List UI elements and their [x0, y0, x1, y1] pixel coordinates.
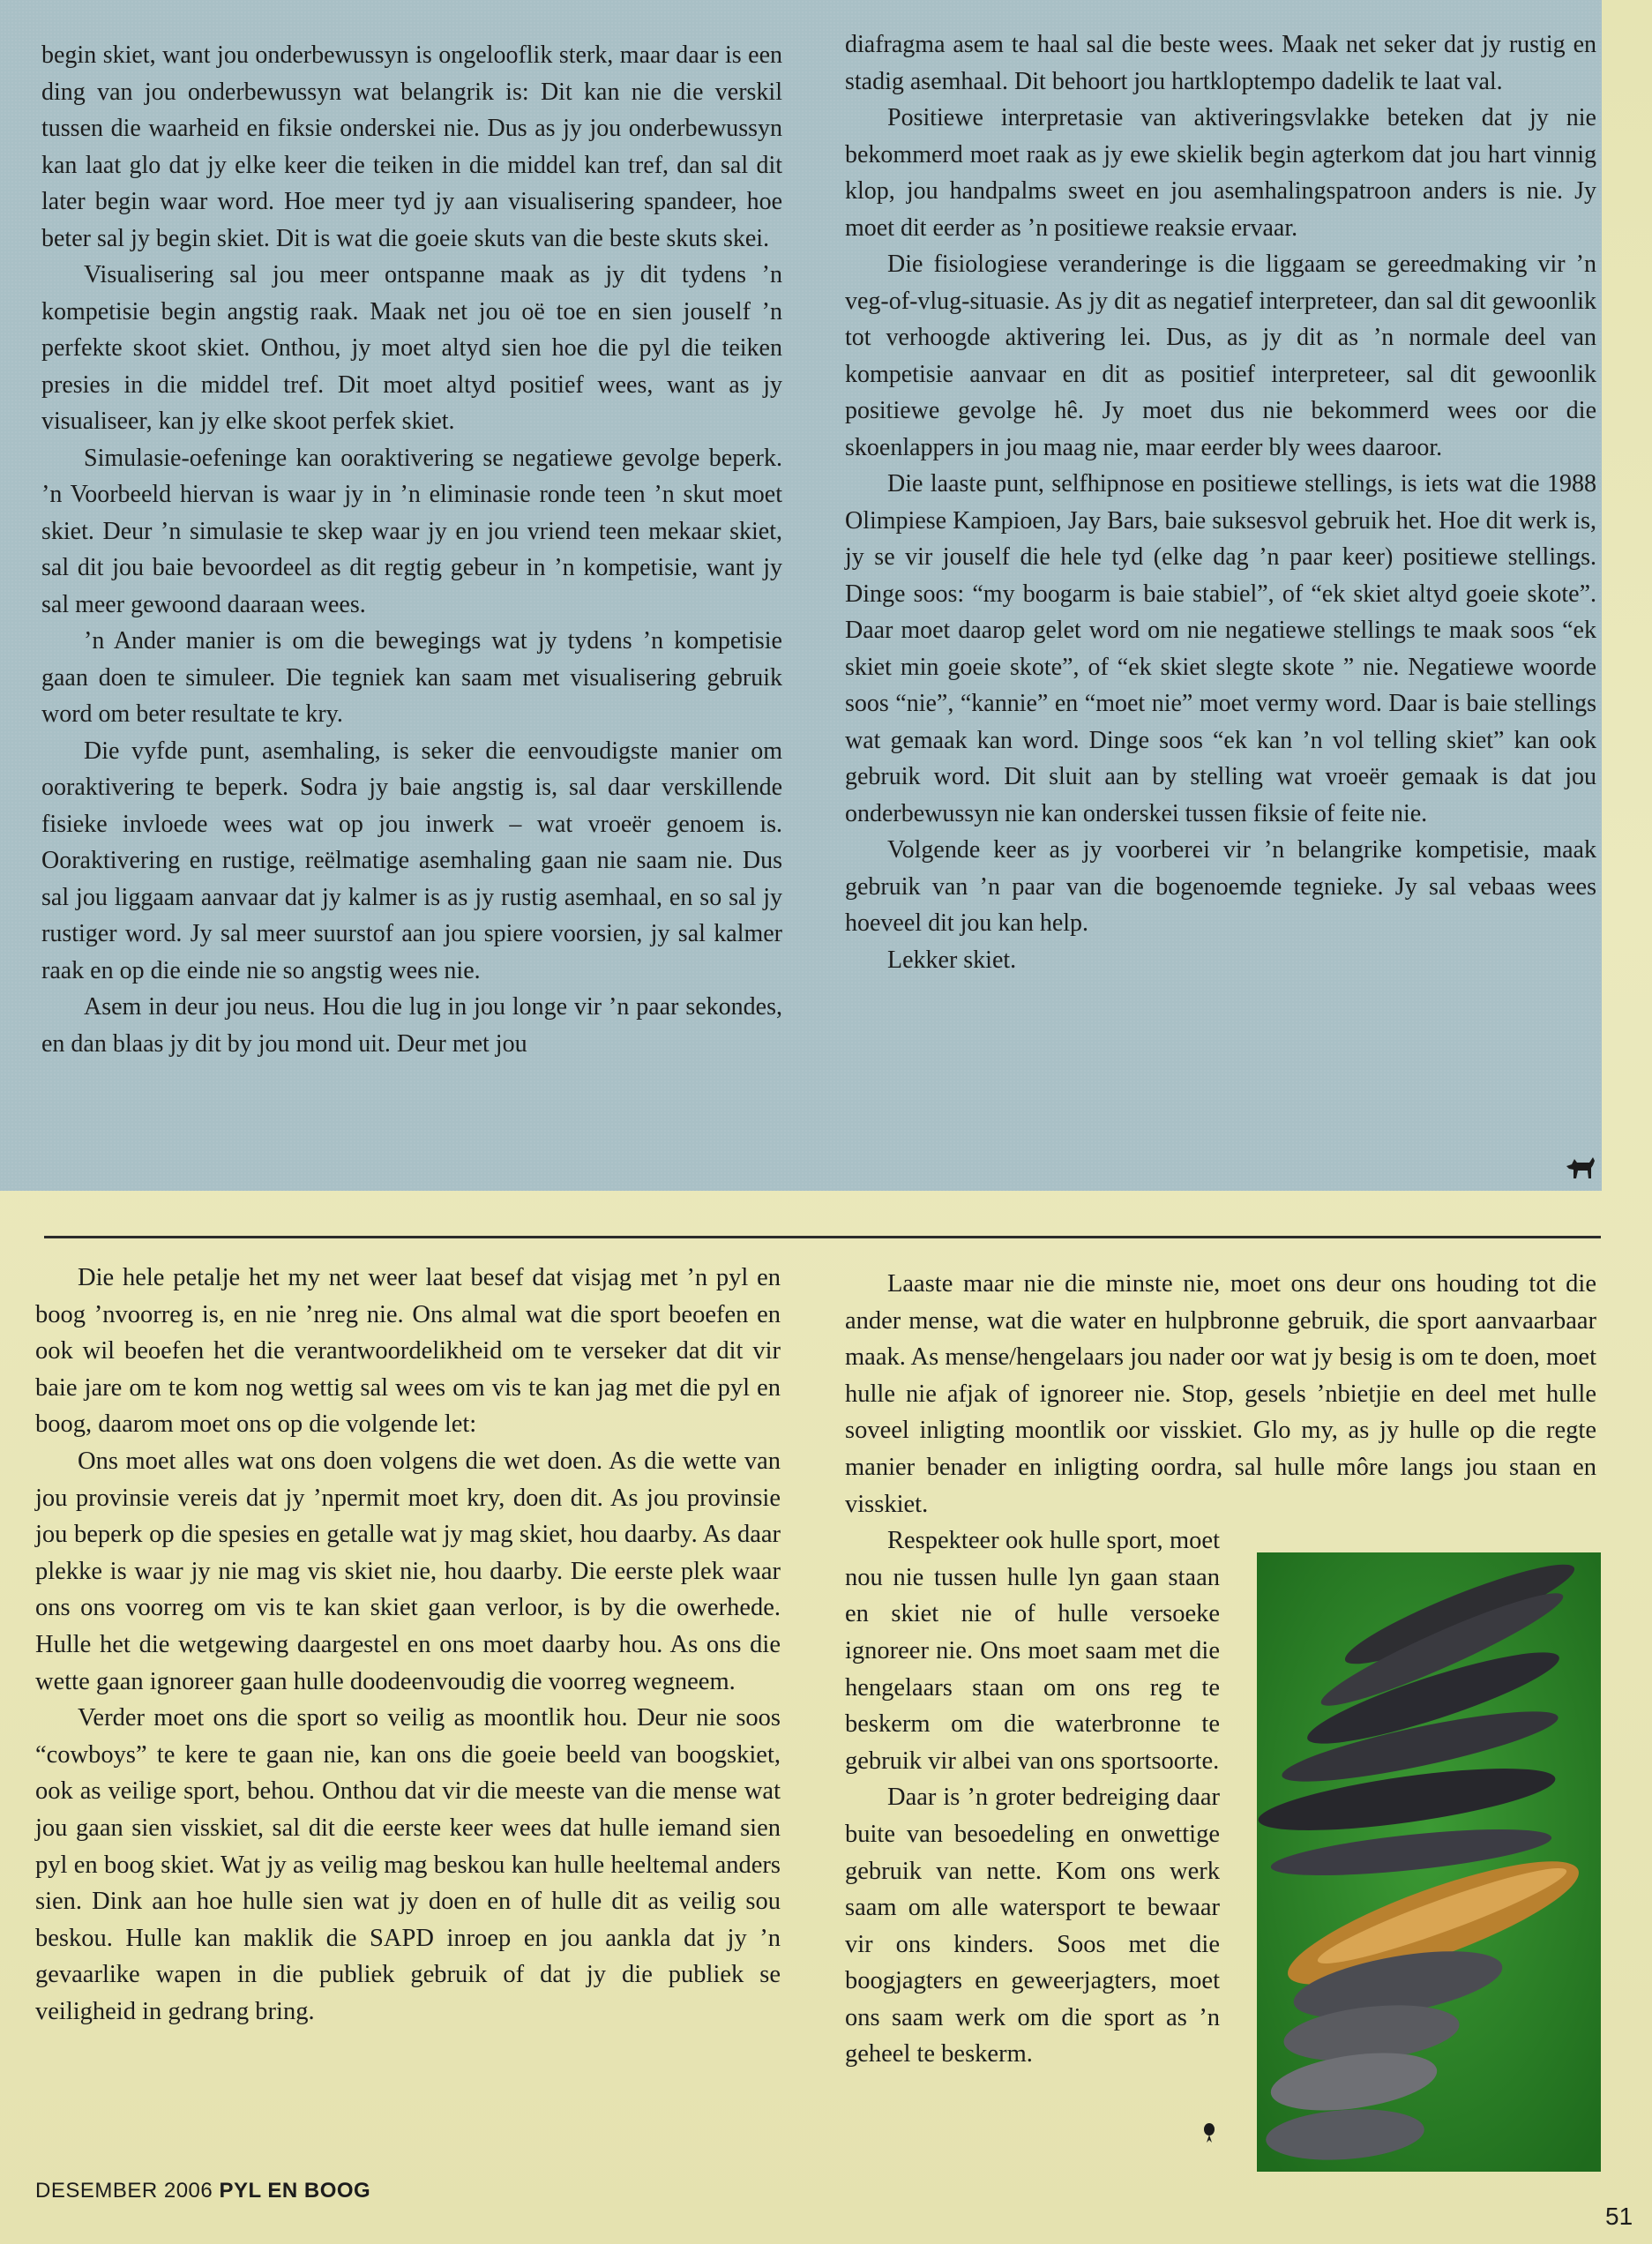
- section-divider: [44, 1236, 1601, 1238]
- paragraph: Respekteer ook hulle sport, moet nou nie tussen hulle lyn gaan staan en skiet nie of hulle versoeke ignoreer nie. Ons moet saam met die hengelaars staan om ons reg te beskerm om die waterbronne te gebruik vir albei van ons sportsoorte.: [845, 1527, 1220, 1775]
- paragraph: Laaste maar nie die minste nie, moet ons deur ons houding tot die ander mense, wat die water en hulpbronne gebruik, die sport aanvaarbaar maak. As mense/hengelaars jou nader oor wat jy besig is om te doen, moet hulle nie afjak of ignoreer nie. Stop, gesels ’nbietjie en deel met hulle soveel inligting moontlik oor visskiet. Glo my, as jy hulle op die regte manier benader en inligting oordra, sal hulle môre langs jou staan en visskiet.: [845, 1270, 1596, 1518]
- fish-on-grass-photo: [1257, 1552, 1601, 2172]
- paragraph: Die fisiologiese veranderinge is die liggaam se gereedmaking vir ’n veg-of-vlug-situasie. As jy dit as negatief interpreteer, dan sal dit gewoonlik tot verhoogde aktivering lei. Dus, as jy dit as ’n normale deel van kompetisie aanvaar en dit as positief interpreteer, sal dit gewoonlik positiewe gevolge hê. Jy moet dus nie bekommerd wees oor die skoenlappers in jou maag nie, maar eerder bly wees daaroor.: [845, 251, 1596, 461]
- magazine-name: PYL EN BOOG: [219, 2179, 371, 2203]
- paragraph: Die vyfde punt, asemhaling, is seker die eenvoudigste manier om ooraktivering te beperk. Sodra jy baie angstig is, sal daar verskillende fisieke invloede wees wat op jou inwerk – wat vroeër genoem is. Ooraktivering en rustige, reëlmatige asemhaling gaan nie saam nie. Dus sal jou liggaam aanvaar dat jy kalmer is as jy rustig asemhaal, en so sal jy rustiger word. Jy sal meer suurstof aan jou spiere voorsien, jy sal kalmer raak en op die einde nie so angstig wees nie.: [41, 737, 782, 984]
- top-left-column: [41, 37, 782, 1062]
- paragraph: Ons moet alles wat ons doen volgens die wet doen. As die wette van jou provinsie vereis dat jy ’npermit moet kry, doen dit. As jou provinsie jou beperk op die spesies en getalle wat jy mag skiet, hou daarby. As daar plekke is waar jy nie mag vis skiet nie, hou daarby. Die eerste plek waar ons ons voorreg om vis te kan skiet gaan verloor, is by die owerhede. Hulle het die wetgewing daargestel en ons moet daarby hou. As ons die wette gaan ignoreer gaan hulle doodeenvoudig die voorreg wegneem.: [35, 1447, 781, 1695]
- paragraph: Asem in deur jou neus. Hou die lug in jou longe vir ’n paar sekondes, en dan blaas jy dit by jou mond uit. Deur met jou: [41, 993, 782, 1058]
- paragraph: Visualisering sal jou meer ontspanne maak as jy dit tydens ’n kompetisie begin angstig raak. Maak net jou oë toe en sien jouself ’n perfekte skoot skiet. Onthou, jy moet altyd sien hoe die pyl die teiken presies in die middel tref. Dit moet altyd positief wees, want as jy visualiseer, kan jy elke skoot perfek skiet.: [41, 261, 782, 435]
- dog-silhouette-icon: [1563, 1154, 1598, 1182]
- paragraph: Lekker skiet.: [887, 946, 1017, 974]
- paragraph: Volgende keer as jy voorberei vir ’n belangrike kompetisie, maak gebruik van ’n paar van die bogenoemde tegnieke. Jy sal vebaas wees hoeveel dit jou kan help.: [845, 836, 1596, 937]
- paragraph: Die hele petalje het my net weer laat besef dat visjag met ’n pyl en boog ’nvoorreg is, en nie ’nreg nie. Ons almal wat die sport beoefen en ook wil beoefen het die verantwoordelikheid om te verseker dat dit vir baie jare om te kom nog wettig sal wees om vis te kan jag met die pyl en boog, daarom moet ons op die volgende let:: [35, 1264, 781, 1439]
- paragraph: Die laaste punt, selfhipnose en positiewe stellings, is iets wat die 1988 Olimpiese Kampioen, Jay Bars, baie suksesvol gebruik het. Hoe dit werk is, jy se vir jouself die hele tyd (elke dag ’n paar keer) positiewe stellings. Dinge soos: “my boogarm is baie stabiel”, of “ek skiet altyd goeie skote”. Daar moet daarop gelet word om nie negatiewe stellings te maak soos “ek skiet min goeie skote”, of “ek skiet slegte skote ” nie. Negatiewe woorde soos “nie”, “kannie” en “moet nie” moet vermy word. Daar is baie stellings wat gemaak kan word. Dinge soos “ek kan ’n vol telling skiet” kan ook gebruik word. Dit sluit aan by stelling wat vroeër gemaak is dat jou onderbewussyn nie kan onderskei tussen fiksie of feite nie.: [845, 470, 1596, 827]
- paragraph: Verder moet ons die sport so veilig as moontlik hou. Deur nie soos “cowboys” te kere te gaan nie, kan ons die goeie beeld van boogskiet, ook as veilige sport, behou. Onthou dat vir die meeste van die mense wat jou gaan sien visskiet, sal dit die eerste keer wees dat hulle iemand sien pyl en boog skiet. Wat jy as veilig mag beskou kan hulle heeltemal anders sien. Dink aan hoe hulle sien wat jy doen en of hulle dit as veilig sou beskou. Hulle kan maklik die SAPD inroep en jou aankla dat jy ’n gevaarlike wapen in die publiek gebruik of dat jy die publiek se veiligheid in gedrang bring.: [35, 1704, 781, 2025]
- paragraph: Simulasie-oefeninge kan ooraktivering se negatiewe gevolge beperk. ’n Voorbeeld hiervan is waar jy in ’n eliminasie ronde teen ’n skut moet skiet. Deur ’n simulasie te skep waar jy en jou vriend teen mekaar skiet, sal dit jou baie bevoordeel as dit regtig gebeur in ’n kompetisie, want jy sal meer gewoond daaraan wees.: [41, 444, 782, 618]
- page-number: 51: [1605, 2203, 1633, 2230]
- fish-icon: [1200, 2121, 1219, 2144]
- paragraph: diafragma asem te haal sal die beste wees. Maak net seker dat jy rustig en stadig asemhaal. Dit behoort jou hartkloptempo dadelik te laat val.: [845, 31, 1596, 95]
- top-right-column: [845, 26, 1596, 978]
- paragraph: Daar is ’n groter bedreiging daar buite van besoedeling en onwettige gebruik van nette. Kom ons werk saam om alle watersport te bewaar vir ons kinders. Soos met die boogjagters en geweerjagters, moet ons saam werk om die sport as ’n geheel te beskerm.: [845, 1784, 1220, 2068]
- paragraph: ’n Ander manier is om die bewegings wat jy tydens ’n kompetisie gaan doen te simuleer. Die tegniek kan saam met visualisering gebruik word om beter resultate te kry.: [41, 627, 782, 728]
- footer-issue: [35, 2179, 370, 2203]
- issue-date: DESEMBER 2006: [35, 2179, 213, 2203]
- paragraph: begin skiet, want jou onderbewussyn is ongelooflik sterk, maar daar is een ding van jou onderbewussyn wat belangrik is: Dit kan nie die verskil tussen die waarheid en fiksie onderskei nie. Dus as jy jou onderbewussyn kan laat glo dat jy elke keer die teiken in die middel kan tref, dan sal dit later begin waar word. Hoe meer tyd jy aan visualisering spandeer, hoe beter sal jy begin skiet. Dit is wat die goeie skuts van die beste skuts skei.: [41, 41, 782, 252]
- paragraph: Positiewe interpretasie van aktiveringsvlakke beteken dat jy nie bekommerd moet raak as jy ewe skielik begin agterkom dat jou hart vinnig klop, jou handpalms sweet en jou asemhalingspatroon anders is nie. Jy moet dit eerder as ’n positiewe reaksie ervaar.: [845, 104, 1596, 242]
- bottom-left-column: [35, 1260, 781, 2030]
- wrapped-text: [845, 1522, 1220, 2073]
